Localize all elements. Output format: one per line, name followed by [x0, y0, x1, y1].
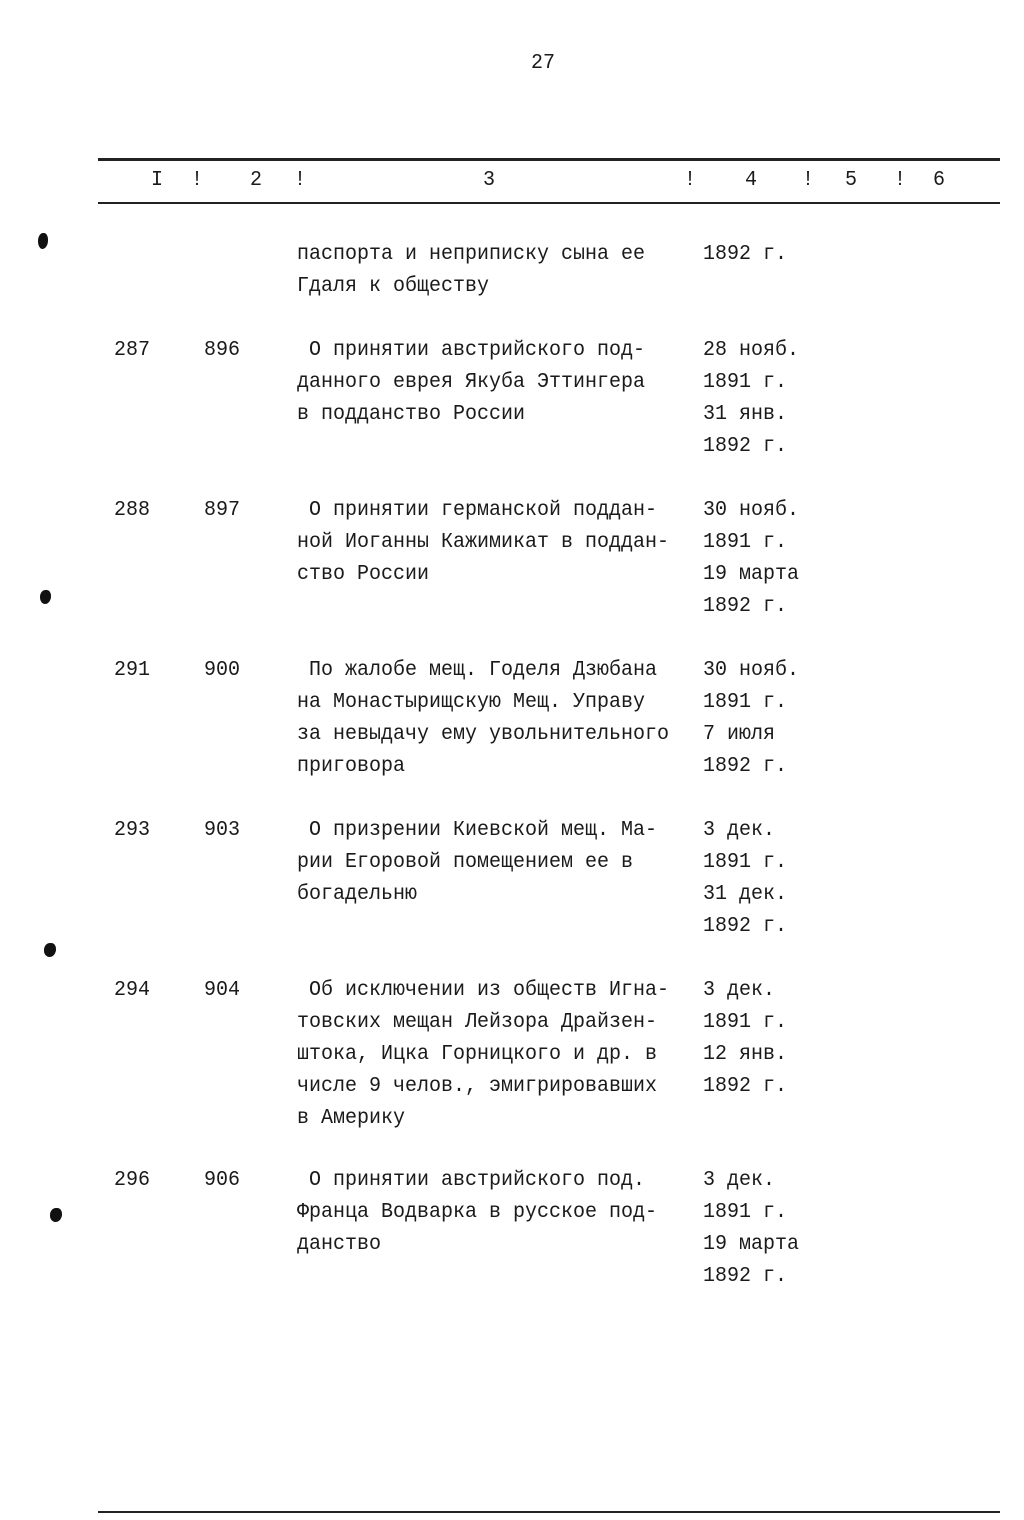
entry-date-line: 1891 г. — [703, 370, 788, 394]
entry-title-line: Франца Водварка в русское под- — [297, 1200, 657, 1224]
entry-date-line: 28 нояб. — [703, 338, 799, 362]
entry-date-line: 1891 г. — [703, 690, 788, 714]
entry-number: 293 — [114, 818, 151, 842]
entry-title-line: ной Иоганны Кажимикат в поддан- — [297, 530, 669, 554]
entry-date-line: 31 янв. — [703, 402, 788, 426]
entry-date-line: 3 дек. — [703, 978, 776, 1002]
entry-title-line: Об исключении из обществ Игна- — [297, 978, 669, 1002]
entry-date-line: 1892 г. — [703, 242, 788, 266]
file-number: 897 — [204, 498, 241, 522]
page-number: 27 — [531, 51, 556, 75]
header-sep: ! — [894, 168, 907, 192]
entry-number: 288 — [114, 498, 151, 522]
entry-title-line: товских мещан Лейзора Драйзен- — [297, 1010, 657, 1034]
entry-date-line: 31 дек. — [703, 882, 788, 906]
header-sep: ! — [191, 168, 204, 192]
header-col2: 2 — [250, 168, 263, 192]
punch-hole-mark — [50, 1208, 62, 1222]
entry-date-line: 3 дек. — [703, 818, 776, 842]
header-col5: 5 — [845, 168, 858, 192]
header-col3: 3 — [483, 168, 496, 192]
entry-date-line: 1892 г. — [703, 1264, 788, 1288]
entry-number: 287 — [114, 338, 151, 362]
header-col6: 6 — [933, 168, 946, 192]
entry-title-line: О призрении Киевской мещ. Ма- — [297, 818, 657, 842]
header-col4: 4 — [745, 168, 758, 192]
entry-title-line: По жалобе мещ. Годеля Дзюбана — [297, 658, 657, 682]
punch-hole-mark — [40, 590, 51, 604]
entry-date-line: 1891 г. — [703, 1200, 788, 1224]
entry-title-line: О принятии германской поддан- — [297, 498, 657, 522]
entry-date-line: 19 марта — [703, 1232, 799, 1256]
entry-title-line: приговора — [297, 754, 405, 778]
header-col1: I — [151, 168, 164, 192]
entry-title-line: Гдаля к обществу — [297, 274, 489, 298]
entry-date-line: 3 дек. — [703, 1168, 776, 1192]
entry-date-line: 19 марта — [703, 562, 799, 586]
bottom-rule — [98, 1511, 1000, 1513]
file-number: 904 — [204, 978, 241, 1002]
entry-date-line: 12 янв. — [703, 1042, 788, 1066]
entry-date-line: 7 июля — [703, 722, 776, 746]
entry-title-line: богадельню — [297, 882, 417, 906]
entry-title-line: числе 9 челов., эмигрировавших — [297, 1074, 657, 1098]
punch-hole-mark — [44, 943, 56, 957]
file-number: 903 — [204, 818, 241, 842]
file-number: 900 — [204, 658, 241, 682]
entry-title-line: в Америку — [297, 1106, 405, 1130]
header-sep: ! — [802, 168, 815, 192]
entry-number: 294 — [114, 978, 151, 1002]
header-top-rule — [98, 158, 1000, 161]
entry-date-line: 1892 г. — [703, 754, 788, 778]
entry-title-line: О принятии австрийского под. — [297, 1168, 645, 1192]
entry-date-line: 1892 г. — [703, 914, 788, 938]
entry-title-line: данство — [297, 1232, 382, 1256]
entry-date-line: 1892 г. — [703, 1074, 788, 1098]
entry-date-line: 1892 г. — [703, 594, 788, 618]
entry-number: 291 — [114, 658, 151, 682]
entry-title-line: на Монастырищскую Мещ. Управу — [297, 690, 645, 714]
entry-title-line: штока, Ицка Горницкого и др. в — [297, 1042, 657, 1066]
file-number: 906 — [204, 1168, 241, 1192]
entry-title-line: паспорта и неприписку сына ее — [297, 242, 645, 266]
entry-title-line: за невыдачу ему увольнительного — [297, 722, 669, 746]
entry-number: 296 — [114, 1168, 151, 1192]
entry-date-line: 1891 г. — [703, 1010, 788, 1034]
entry-date-line: 1891 г. — [703, 850, 788, 874]
file-number: 896 — [204, 338, 241, 362]
header-sep: ! — [294, 168, 307, 192]
punch-hole-mark — [38, 233, 48, 249]
entry-title-line: рии Егоровой помещением ее в — [297, 850, 633, 874]
entry-title-line: О принятии австрийского под- — [297, 338, 645, 362]
entry-title-line: данного еврея Якуба Эттингера — [297, 370, 645, 394]
entry-date-line: 30 нояб. — [703, 658, 799, 682]
entry-date-line: 1891 г. — [703, 530, 788, 554]
entry-date-line: 30 нояб. — [703, 498, 799, 522]
entry-title-line: в подданство России — [297, 402, 525, 426]
entry-title-line: ство России — [297, 562, 430, 586]
header-bottom-rule — [98, 202, 1000, 204]
header-sep: ! — [684, 168, 697, 192]
entry-date-line: 1892 г. — [703, 434, 788, 458]
